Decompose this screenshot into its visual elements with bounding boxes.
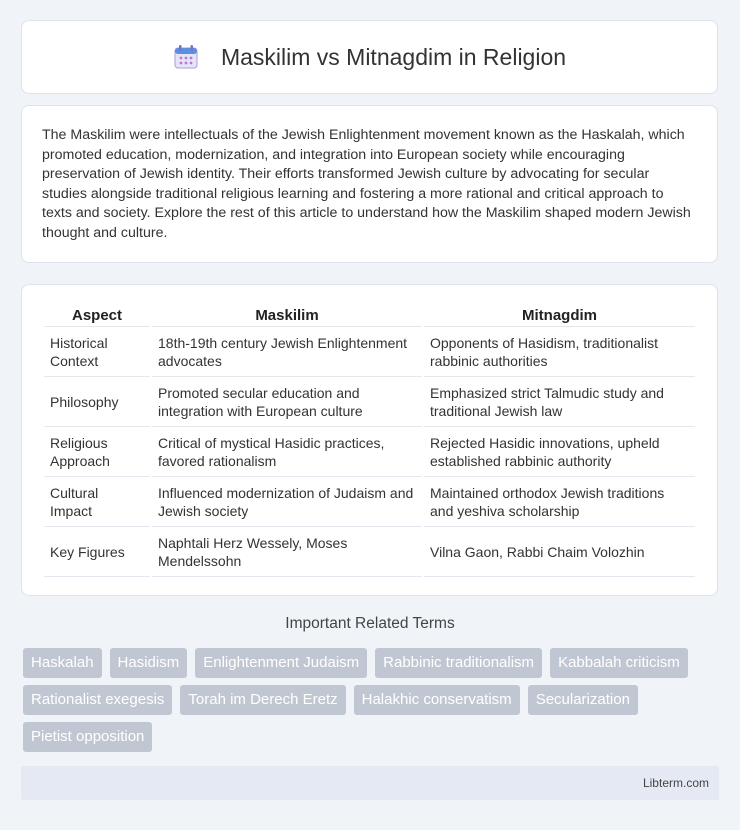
intro-text: The Maskilim were intellectuals of the Jewish Enlightenment movement known as the Haskalah, which promoted education, modernization, and integration into European society while encouraging preservation of Jewish identity. Their efforts transformed Jewish culture by advocating for secular studies alongside traditional religious learning and fostering a more rational and critical approach to texts and society. Explore the rest of this article to understand how the Maskilim shaped modern Jewish thought and culture.	[42, 127, 691, 241]
table-cell: Opponents of Hasidism, traditionalist rabbinic authorities	[424, 327, 695, 377]
related-term-tag[interactable]: Torah im Derech Eretz	[180, 685, 345, 715]
table-cell: Rejected Hasidic innovations, upheld established rabbinic authority	[424, 427, 695, 477]
table-row	[44, 527, 695, 577]
table-cell: Influenced modernization of Judaism and Jewish society	[152, 477, 422, 527]
related-term-tag[interactable]: Pietist opposition	[23, 722, 152, 752]
page-title: Maskilim vs Mitnagdim in Religion	[220, 43, 567, 70]
table-row	[44, 377, 695, 427]
table-cell: Maintained orthodox Jewish traditions and yeshiva scholarship	[424, 477, 695, 527]
related-term-tag[interactable]: Halakhic conservatism	[354, 685, 520, 715]
column-header-maskilim: Maskilim	[152, 303, 422, 327]
column-header-aspect: Aspect	[44, 303, 150, 327]
column-header-mitnagdim: Mitnagdim	[424, 303, 695, 327]
related-term-tag[interactable]: Kabbalah criticism	[550, 648, 688, 678]
related-terms-title: Important Related Terms	[285, 615, 455, 632]
table-cell: Philosophy	[44, 377, 150, 427]
footer-brand-link[interactable]: Libterm.com	[642, 776, 709, 790]
table-cell: Emphasized strict Talmudic study and traditional Jewish law	[424, 377, 695, 427]
table-cell: Naphtali Herz Wessely, Moses Mendelssohn	[152, 527, 422, 577]
related-term-tag[interactable]: Hasidism	[110, 648, 188, 678]
table-cell: Cultural Impact	[44, 477, 150, 527]
related-term-tag[interactable]: Haskalah	[23, 648, 102, 678]
table-row	[44, 427, 695, 477]
calendar-icon	[173, 44, 199, 70]
table-cell: 18th-19th century Jewish Enlightenment advocates	[152, 327, 422, 377]
table-cell: Vilna Gaon, Rabbi Chaim Volozhin	[424, 527, 695, 577]
related-term-tag[interactable]: Rabbinic traditionalism	[375, 648, 542, 678]
intro-card	[21, 105, 718, 263]
related-term-tag[interactable]: Enlightenment Judaism	[195, 648, 367, 678]
table-row	[44, 477, 695, 527]
table-cell: Historical Context	[44, 327, 150, 377]
table-row	[44, 327, 695, 377]
header-card	[21, 20, 718, 94]
table-cell: Religious Approach	[44, 427, 150, 477]
table-cell: Key Figures	[44, 527, 150, 577]
comparison-card	[21, 284, 718, 596]
related-terms-list	[23, 648, 723, 752]
comparison-table	[42, 303, 697, 577]
related-term-tag[interactable]: Secularization	[528, 685, 638, 715]
related-term-tag[interactable]: Rationalist exegesis	[23, 685, 172, 715]
footer	[21, 766, 719, 800]
table-cell: Critical of mystical Hasidic practices, favored rationalism	[152, 427, 422, 477]
table-cell: Promoted secular education and integration with European culture	[152, 377, 422, 427]
